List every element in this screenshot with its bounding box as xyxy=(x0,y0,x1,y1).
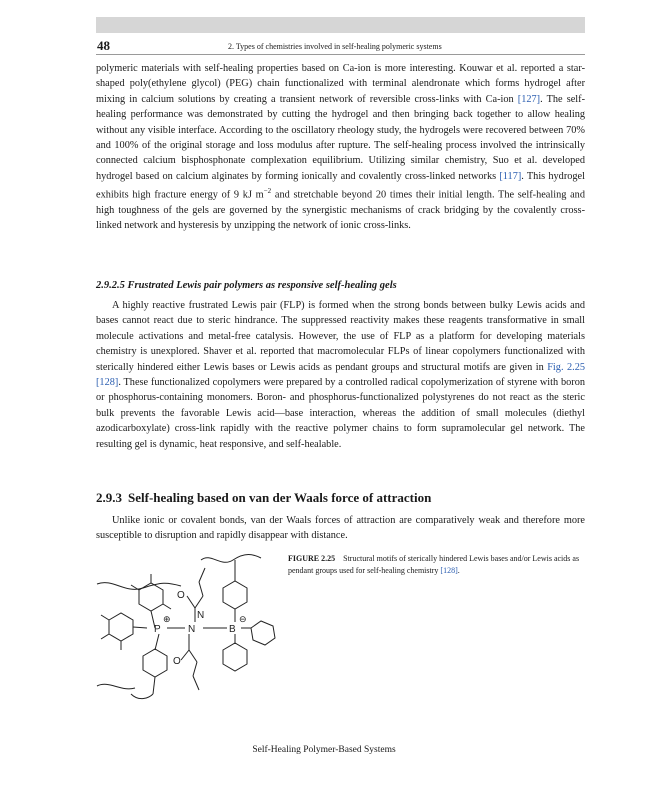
caption-citation-link-128[interactable]: [128] xyxy=(440,566,458,575)
page-number: 48 xyxy=(97,38,110,53)
mesityl-ring-left xyxy=(109,613,133,641)
subsection-heading: 2.9.2.5 Frustrated Lewis pair polymers as responsive self-healing gels xyxy=(96,280,397,291)
phenyl-ring-above-b xyxy=(223,581,247,609)
figure-link-2-25[interactable]: Fig. 2.25 xyxy=(547,361,585,373)
atom-phosphorus: P xyxy=(154,624,161,635)
section-heading xyxy=(96,490,431,506)
polymer-chain-left xyxy=(97,583,181,590)
section-title: Self-healing based on van der Waals force of attraction xyxy=(128,490,432,505)
polymer-chain-lower-left xyxy=(97,684,135,689)
paragraph-flp: A highly reactive frustrated Lewis pair (FLP) is formed when the strong bonds between bulky Lewis acids and bases cannot react due to steric hindrance. The suppressed reactivity makes these reagents transformative in small molecule activations and metal-free catalysis. However, the use of FLP as a platform for developing materials chemistry is unexplored. Shaver et al. reported that macromolecular FLPs of linear copolymers functionalized with sterically hindered either Lewis bases or Lewis acids as pendant groups and structural motifs are given in Fig. 2.25 [128]. These functionalized copolymers were prepared by a controlled radical copolymerization of styrene with boron or phosphorus-containing monomers. Boron- and phosphorus-functionalized polystyrenes do not react as the steric bulk prevents the favorable Lewis acid—base interaction, whereas the addition of small molecules (diethyl azodicarboxylate) cross-link rapidly with the reactive polymer chains to form supramolecular gel network. The resulting gel is dynamic, heat responsive, and self-healable. xyxy=(96,300,585,450)
borate-charge: ⊖ xyxy=(239,614,247,624)
polymer-chain-right xyxy=(201,555,261,563)
chemical-structure-figure xyxy=(95,548,285,718)
citation-link-128[interactable]: [128] xyxy=(96,377,119,389)
header-bar xyxy=(96,17,585,33)
paragraph-calcium-ion: polymeric materials with self-healing properties based on Ca-ion is more interesting. Kouwar et al. reported a star-shaped poly(ethylene glycol) (PEG) chain functionalized with terminal alendronate which forms hydrogel after mixing in calcium solutions by creating a transient network of reversible cross-links with Ca-ion [127]. The self-healing performance was demonstrated by cutting the hydrogel and then bringing back together to allow healing without any visible interface. According to the oscillatory rheology study, the hydrogels were recovered between 70% and 100% of the original storage and loss modulus after rupture. The self-healing process involved the intrinsically connected calcium bisphosphonate complexation equilibrium. Utilizing similar chemistry, Suo et al. developed hydrogel based on calcium alginates by forming ionically and covalently cross-linked networks [117]. This hydrogel exhibits high fracture energy of 9 kJ $m^{-2}$ and stretchable beyond 20 times their initial length. The self-healing and high toughness of the gels are governed by the synergistic mechanisms of crack bridging by the covalently cross-linked network and hysteresis by unzipping the network of ionic cross-links. xyxy=(96,63,585,232)
section-number: 2.9.3 xyxy=(96,490,122,505)
atom-boron: B xyxy=(229,624,236,635)
atom-nitrogen-upper: N xyxy=(197,610,205,621)
superscript: −2 xyxy=(263,187,272,196)
figure-label: FIGURE 2.25 xyxy=(288,554,336,563)
paragraph-van-der-waals: Unlike ionic or covalent bonds, van der Waals forces of attraction are comparatively weak and therefore more susceptible to disruption and rapidly disappear with distance. xyxy=(96,515,585,542)
footer-book-title: Self-Healing Polymer-Based Systems xyxy=(252,745,396,755)
header-rule xyxy=(96,54,585,55)
citation-link-127[interactable]: [127] xyxy=(517,93,541,105)
phosphonium-charge: ⊕ xyxy=(163,614,171,624)
figure-caption: FIGURE 2.25 Structural motifs of sterically hindered Lewis bases and/or Lewis acids as pendant groups used for self-healing chemistry [128]. xyxy=(288,554,580,575)
phenyl-ring-below-p xyxy=(143,649,167,677)
running-head: 2. Types of chemistries involved in self-healing polymeric systems xyxy=(228,42,442,51)
citation-link-117[interactable]: [117] xyxy=(499,170,522,182)
atom-nitrogen: N xyxy=(188,624,196,635)
phenyl-ring-below-b xyxy=(223,643,247,671)
atom-oxygen-lower: O xyxy=(173,656,181,667)
mesityl-ring-top xyxy=(139,583,163,611)
atom-oxygen-upper: O xyxy=(177,590,185,601)
phenyl-ring-right-of-b xyxy=(251,621,275,645)
polymer-chain-bottom xyxy=(131,694,153,699)
